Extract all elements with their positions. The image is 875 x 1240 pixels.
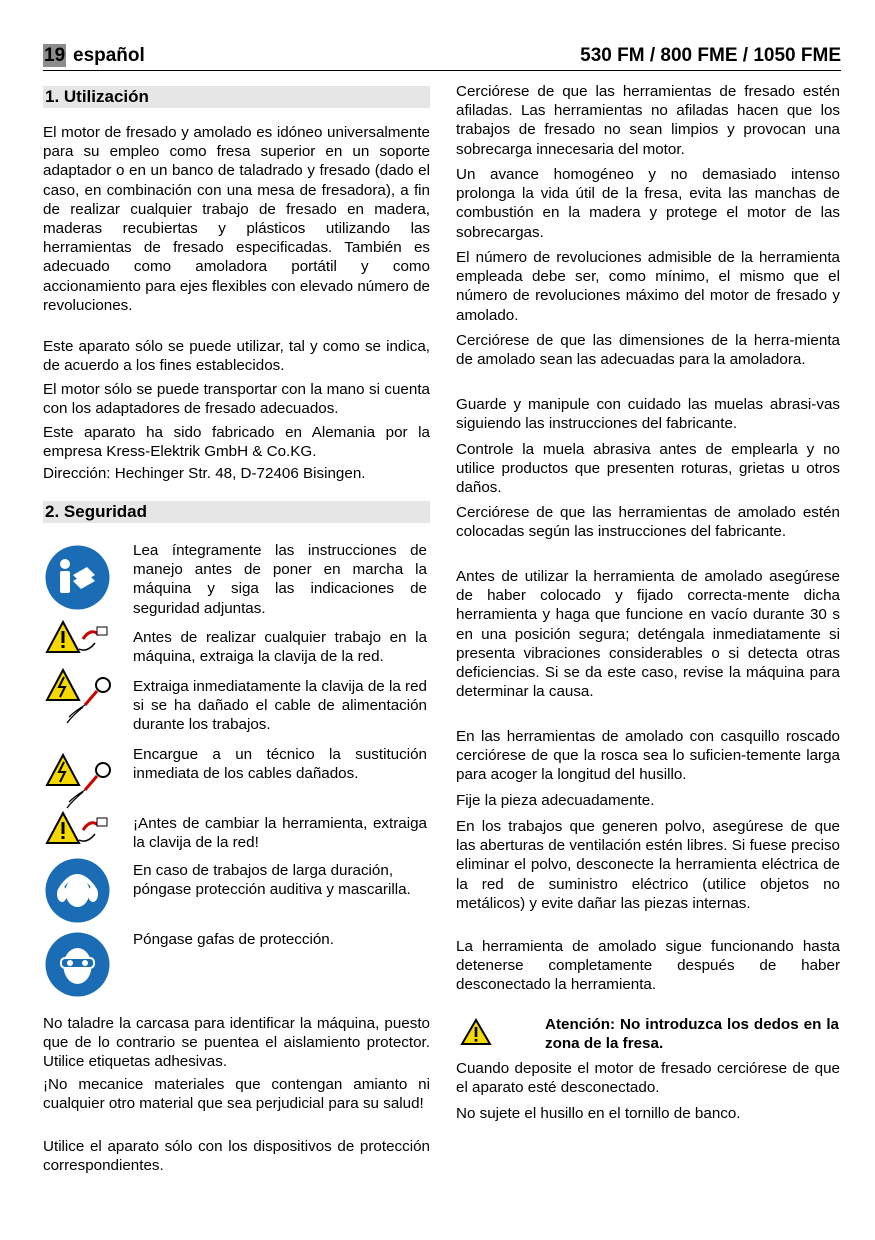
paragraph: Un avance homogéneo y no demasiado intenso prolonga la vida útil de la fresa, evita las manchas de combustión en la madera y protege el motor de las sobrecargas. <box>456 166 840 241</box>
section-title-seguridad: 2. Seguridad <box>43 501 430 523</box>
paragraph: Cerciórese de que las herramientas de fresado estén afiladas. Las herramientas no afiladas hacen que los trabajos de fresado no sean limpios y provocan una sobrecarga innecesaria del motor. <box>456 83 840 158</box>
paragraph: Controle la muela abrasiva antes de emplearla y no utilice productos que presenten roturas, grietas u otros daños. <box>456 441 840 497</box>
paragraph: Cerciórese de que las dimensiones de la herra-mienta de amolado sean las adecuadas para la amoladora. <box>456 332 840 369</box>
warning-unplug-icon <box>45 619 113 659</box>
hearing-protection-icon <box>45 858 110 923</box>
paragraph: El número de revoluciones admisible de la herramienta empleada debe ser, como mínimo, el mismo que el número de revoluciones máximo del motor de fresado y amolado. <box>456 249 840 324</box>
warning-icon <box>460 1018 492 1046</box>
paragraph: En las herramientas de amolado con casquillo roscado cerciórese de que la rosca sea lo suficien-temente larga para acoger la longitud del husillo. <box>456 728 840 784</box>
paragraph: El motor de fresado y amolado es idóneo universalmente para su empleo como fresa superior en un soporte adaptador o en un banco de taladrado y fresado (dado el caso, en combinación con una mesa de fresadora), a fin de realizar cualquier trabajo de fresado en madera, maderas recubiertas y plásticos utilizando las herramientas de fresado especificadas. También es adecuado como amoladora portátil y como accionamiento para ejes flexibles con elevado número de revoluciones. <box>43 124 430 314</box>
paragraph: Fije la pieza adecuadamente. <box>456 792 655 809</box>
eye-protection-icon <box>45 932 110 997</box>
paragraph: Guarde y manipule con cuidado las muelas abrasi-vas siguiendo las instrucciones del fabricante. <box>456 396 840 433</box>
symbol-text-damaged-cable: Extraiga inmediatamente la clavija de la red si se ha dañado el cable de alimentación durante los trabajos. <box>133 678 427 734</box>
paragraph: Este aparato sólo se puede utilizar, tal y como se indica, de acuerdo a los fines establecidos. <box>43 338 430 375</box>
paragraph: La herramienta de amolado sigue funcionando hasta detenerse completamente después de haber desconectado la herramienta. <box>456 938 840 994</box>
paragraph: Utilice el aparato sólo con los dispositivos de protección correspondientes. <box>43 1138 430 1175</box>
paragraph: Cerciórese de que las herramientas de amolado estén colocadas según las instrucciones del fabricante. <box>456 504 840 541</box>
model-title: 530 FM / 800 FME / 1050 FME <box>580 45 841 66</box>
paragraph: Cuando deposite el motor de fresado cerciórese de que el aparato esté desconectado. <box>456 1060 840 1097</box>
paragraph: En los trabajos que generen polvo, asegúrese de que las aberturas de ventilación estén libres. Si fuese preciso eliminar el polvo, desconecte la herramienta eléctrica de la red de suministro eléctrico (utilice objetos no metálicos) y evite dañar las piezas internas. <box>456 818 840 912</box>
language-label: español <box>73 45 145 66</box>
page-number: 19 <box>44 45 66 66</box>
warning-damaged-cable-icon <box>45 667 113 727</box>
paragraph: ¡No mecanice materiales que contengan amianto ni cualquier otro material que sea perjudicial para su salud! <box>43 1076 430 1113</box>
warning-unplug-tool-change-icon <box>45 810 113 850</box>
paragraph: Antes de utilizar la herramienta de amolado asegúrese de haber colocado y fijado correcta-mente dicha herramienta y haga que funcione en vacío durante 30 s en una posición segura; deténgala inmediatamente si presenta vibraciones considerables o si detecta otras deficiencias. Si se da este caso, revise la máquina para determinar la causa. <box>456 568 840 701</box>
paragraph: No sujete el husillo en el tornillo de banco. <box>456 1105 741 1122</box>
warning-replace-cable-icon <box>45 752 113 812</box>
symbol-text-eye-protection: Póngase gafas de protección. <box>133 931 334 948</box>
paragraph: El motor sólo se puede transportar con la mano si cuenta con los adaptadores de fresado adecuados. <box>43 381 430 418</box>
symbol-text-unplug: Antes de realizar cualquier trabajo en la máquina, extraiga la clavija de la red. <box>133 629 427 666</box>
page-header <box>43 44 841 71</box>
symbol-text-read-manual: Lea íntegramente las instrucciones de manejo antes de poner en marcha la máquina y siga las indicaciones de seguridad adjuntas. <box>133 542 427 617</box>
paragraph: No taladre la carcasa para identificar la máquina, puesto que de lo contrario se puentea el aislamiento protector. Utilice etiquetas adhesivas. <box>43 1015 430 1071</box>
read-manual-icon <box>45 545 110 610</box>
paragraph: Este aparato ha sido fabricado en Alemania por la empresa Kress-Elektrik GmbH & Co.KG. <box>43 424 430 461</box>
warning-text: Atención: No introduzca los dedos en la zona de la fresa. <box>545 1016 839 1053</box>
symbol-text-hearing-protection: En caso de trabajos de larga duración, póngase protección auditiva y mascarilla. <box>133 862 411 899</box>
symbol-text-replace-cable: Encargue a un técnico la sustitución inmediata de los cables dañados. <box>133 746 427 783</box>
paragraph: Dirección: Hechinger Str. 48, D-72406 Bisingen. <box>43 465 366 482</box>
section-title-utilizacion: 1. Utilización <box>43 86 430 108</box>
symbol-text-tool-change: ¡Antes de cambiar la herramienta, extraiga la clavija de la red! <box>133 815 427 852</box>
